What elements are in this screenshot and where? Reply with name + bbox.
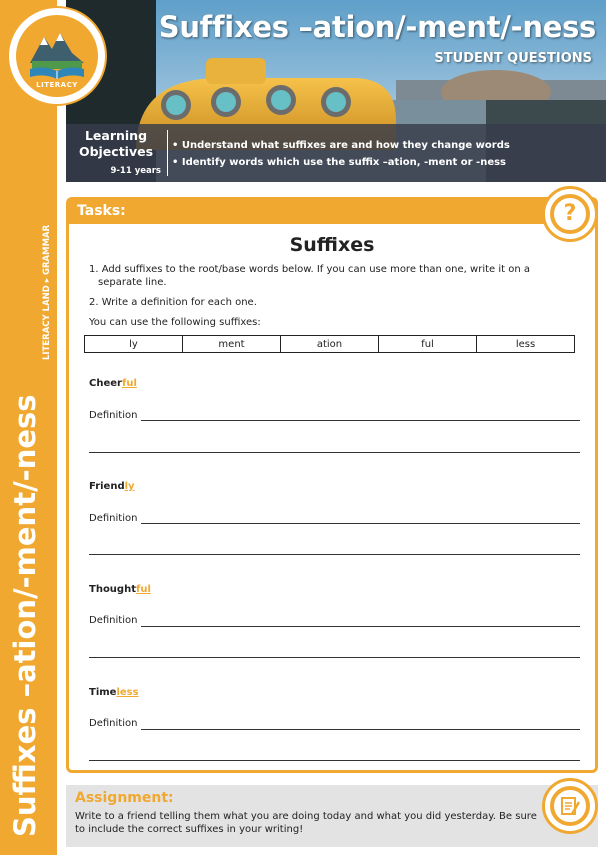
suffix-cell: ly [85,336,183,353]
answer-line[interactable] [89,657,580,658]
objectives-list [172,137,510,171]
answer-line[interactable] [89,760,580,761]
suffix-cell: ful [379,336,477,353]
sidebar-title: Suffixes –ation/-ment/-ness [8,394,42,837]
suffix-table [84,335,575,353]
answer-line[interactable] [89,554,580,555]
instruction-1: 1. Add suffixes to the root/base words below. If you can use more than one, write it on a separate line. [89,264,530,288]
page-header-title: Suffixes –ation/-ment/-ness [158,10,596,44]
definition-label: Definition [89,513,138,524]
objectives-bar [66,124,606,182]
sidebar-subtitle: LITERACY LAND ▸ GRAMMAR [42,224,52,360]
age-range: 9-11 years [110,166,161,176]
task-badge [542,186,598,242]
literacy-logo [9,8,105,104]
worksheet-title: Suffixes [289,234,375,256]
word-suffix: ful [121,378,137,389]
suffix-cell: ment [183,336,281,353]
notepad-pencil-icon [558,794,582,818]
assignment-heading: Assignment: [75,790,174,806]
suffix-cell: ation [281,336,379,353]
tasks-heading: Tasks: [77,203,126,219]
answer-line[interactable] [141,626,580,627]
word-item: Timeless [89,687,139,698]
word-suffix: ly [124,481,135,492]
answer-line[interactable] [141,729,580,730]
definition-label: Definition [89,615,138,626]
definition-label: Definition [89,718,138,729]
instruction-2: 2. Write a definition for each one. [89,297,257,308]
word-item: Friendly [89,481,135,492]
word-suffix: ful [136,584,151,595]
answer-line[interactable] [89,452,580,453]
instruction-3: You can use the following suffixes: [89,317,261,328]
assignment-panel [66,785,598,847]
word-item: Cheerful [89,378,137,389]
word-item: Thoughtful [89,584,151,595]
answer-line[interactable] [141,420,580,421]
question-mark-icon: ? [550,194,590,234]
logo-label: LITERACY [36,81,78,89]
objective-item: • Identify words which use the suffix –ation, -ment or -ness [172,157,507,168]
definition-label: Definition [89,410,138,421]
page-header-subtitle: STUDENT QUESTIONS [434,51,592,66]
assignment-badge [542,778,598,834]
answer-line[interactable] [141,523,580,524]
assignment-text: Write to a friend telling them what you are doing today and what you did yesterday. Be sure to include the correct suffixes in your writing! [75,811,537,835]
objective-item: • Understand what suffixes are and how they change words [172,140,510,151]
header-banner [66,0,606,182]
objectives-divider [167,130,168,176]
tasks-header [69,200,595,224]
word-suffix: less [116,687,139,698]
objectives-label: Learning Objectives [78,128,154,159]
suffix-cell: less [477,336,575,353]
